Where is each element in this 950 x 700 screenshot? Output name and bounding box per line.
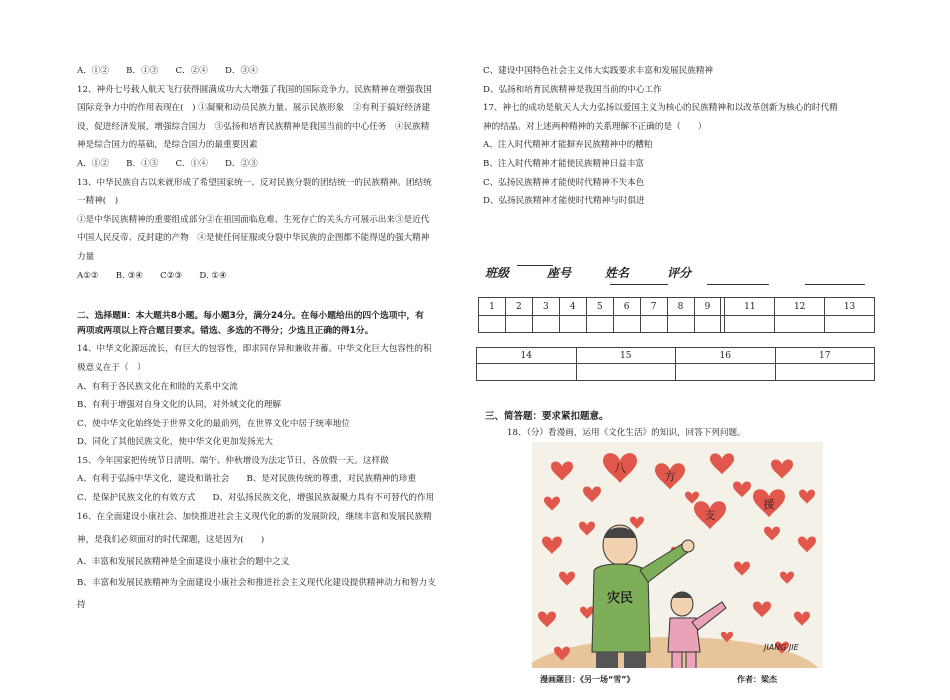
q17-option: B、注入时代精神才能使民族精神日益丰富 xyxy=(483,158,645,169)
answer-table-2 xyxy=(476,347,875,381)
student-info xyxy=(485,261,885,285)
q14-option: B、有利于增强对自身文化的认同，对外域文化的理解 xyxy=(77,400,281,411)
q17-option: C、弘扬民族精神才能使时代精神不失本色 xyxy=(483,177,645,188)
q13-stem: ①是中华民族精神的重要组成部分②在祖国面临危难、生死存亡的关头方可展示出来③是近代 xyxy=(77,214,430,225)
answer-header-cell: 8 xyxy=(667,298,694,316)
answer-header-cell: 15 xyxy=(576,348,676,364)
answer-header-cell: 13 xyxy=(825,298,875,316)
answer-header-cell: 16 xyxy=(676,348,776,364)
q16-stem: 16、在全面建设小康社会、加快推进社会主义现代化的新的发展阶段，继续丰富和发展民族精 xyxy=(77,511,432,522)
cartoon-author: 作者：梁杰 xyxy=(737,675,777,684)
cartoon-illustration xyxy=(532,442,823,687)
q14-stem: 14、中华文化源远流长，有巨大的包容性，即求同存异和兼收并蓄。中华文化巨大包容性的积 xyxy=(77,344,432,355)
svg-text:八: 八 xyxy=(613,461,627,475)
q12-stem: 12、神舟七号载人航天飞行获得圆满成功大大增强了我国的国际竞争力。民族精神在增强我国 xyxy=(77,84,432,95)
q16-option: B、丰富和发展民族精神为全面建设小康社会和推进社会主义现代化建设提供精神动力和智力支 xyxy=(77,578,436,589)
q13-options: A①② B. ③④ C②③ D. ①④ xyxy=(77,270,227,281)
score-blank[interactable] xyxy=(707,284,769,285)
q17-option: D、弘扬民族精神才能使时代精神与时俱进 xyxy=(483,196,645,207)
answer-header-cell: 14 xyxy=(477,348,577,364)
answer-cell[interactable] xyxy=(613,316,640,333)
answer-cell[interactable] xyxy=(477,364,577,381)
q13-stem: 13、中华民族自古以来就形成了希望国家统一、反对民族分裂的团结统一的民族精神。团结统 xyxy=(77,177,432,188)
q15-option: C、是保护民族文化的有效方式 D、对弘扬民族文化，增强民族凝聚力具有不可替代的作用 xyxy=(77,493,435,504)
answer-header-cell: 9 xyxy=(694,298,721,316)
answer-header-cell: 3 xyxy=(532,298,559,316)
answer-header-cell: 1 xyxy=(479,298,506,316)
q13-stem: 中国人民反帝、反封建的产物 ④是使任何征服或分裂中华民族的企图都不能得逞的强大精神 xyxy=(77,233,430,244)
q17-stem: 17、神七的成功是航天人大力弘扬以爱国主义为核心的民族精神和以改革创新为核心的时代精 xyxy=(483,103,838,114)
q15-option: A、有利于弘扬中华文化，建设和谐社会 B、是对民族传统的尊重，对民族精神的珍重 xyxy=(77,474,417,485)
answer-cell[interactable] xyxy=(576,364,676,381)
cartoon-title: 漫画题目：《另一场“雪”》 xyxy=(540,675,635,684)
section2-title: 两项或两项以上符合题目要求。错选、多选的不得分；少选且正确的得1分。 xyxy=(77,325,374,336)
answer-cell[interactable] xyxy=(775,364,875,381)
answer-cell[interactable] xyxy=(694,316,721,333)
q18-stem: 18、（分）看漫画，运用《文化生活》的知识，回答下列问题。 xyxy=(507,428,746,438)
q13-stem: 一精神( ) xyxy=(77,196,119,207)
q14-option: A、有利于各民族文化在和睦的关系中交流 xyxy=(77,381,238,392)
section3-title: 三、简答题：要求紧扣题意。 xyxy=(485,411,609,422)
q14-option: D、同化了其他民族文化，使中华文化更加发扬光大 xyxy=(77,437,273,448)
answer-cell[interactable] xyxy=(825,316,875,333)
answer-cell[interactable] xyxy=(479,316,506,333)
q16-stem: 神，是我们必须面对的时代课题，这是因为( ) xyxy=(77,535,265,546)
answer-cell[interactable] xyxy=(559,316,586,333)
q16-option: D、弘扬和培育民族精神是我国当前的中心工作 xyxy=(483,84,662,95)
svg-text:方: 方 xyxy=(664,470,676,483)
answer-header-cell: 4 xyxy=(559,298,586,316)
left-column xyxy=(77,62,469,615)
right-column xyxy=(483,62,875,211)
answer-header-cell: 11 xyxy=(725,298,775,316)
answer-cell[interactable] xyxy=(725,316,775,333)
svg-text:支: 支 xyxy=(704,509,716,522)
extra-blank[interactable] xyxy=(805,284,865,285)
svg-text:援: 援 xyxy=(763,498,775,511)
q16-option: C、建设中国特色社会主义伟大实践要求丰富和发展民族精神 xyxy=(483,66,714,76)
answer-header-cell: 2 xyxy=(505,298,532,316)
q17-stem: 神的结晶。对上述两种精神的关系理解不正确的是（ ） xyxy=(483,121,707,132)
artist-signature: JIANG JIE xyxy=(764,643,799,652)
answer-cell[interactable] xyxy=(505,316,532,333)
answer-cell[interactable] xyxy=(775,316,825,333)
q12-stem: 国际竞争力中的作用表现在( ) ①凝聚和动员民族力量、展示民族形象 ②有利于搞好经济建 xyxy=(77,103,431,114)
cartoon-image xyxy=(532,442,823,687)
q12-options: A．①② B．①③ C．①④ D．②③ xyxy=(77,158,258,169)
section2-title: 二、选择题Ⅱ：本大题共8小题。每小题3分，满分24分。在每小题给出的四个选项中，有 xyxy=(77,311,424,322)
name-blank[interactable] xyxy=(610,284,668,285)
score-label: 评分 xyxy=(667,266,692,280)
class-label: 班级 xyxy=(485,266,510,280)
answer-header-cell: 5 xyxy=(586,298,613,316)
answer-header-cell: 12 xyxy=(775,298,825,316)
answer-cell[interactable] xyxy=(667,316,694,333)
q16-option: 持 xyxy=(77,600,86,611)
answer-cell[interactable] xyxy=(640,316,667,333)
q12-stem: 神是综合国力的基础，是综合国力的最重要因素 xyxy=(77,140,258,151)
q13-stem: 力量 xyxy=(77,251,95,262)
q12-stem: 设，促进经济发展，增强综合国力 ③弘扬和培育民族精神是我国当前的中心任务 ④民族精 xyxy=(77,121,430,132)
answer-cell[interactable] xyxy=(676,364,776,381)
q14-option: C、使中华文化始终处于世界文化的最前列，在世界文化中居于统率地位 xyxy=(77,418,350,429)
answer-cell[interactable] xyxy=(532,316,559,333)
answer-header-cell: 7 xyxy=(640,298,667,316)
q14-stem: 极意义在于（ ） xyxy=(77,362,146,373)
name-label: 姓名 xyxy=(605,266,630,280)
q17-option: A、注入时代精神才能摒弃民族精神中的糟粕 xyxy=(483,140,653,151)
answer-table-1 xyxy=(478,297,875,333)
answer-header-cell: 6 xyxy=(613,298,640,316)
answer-header-cell: 17 xyxy=(775,348,875,364)
answer-cell[interactable] xyxy=(586,316,613,333)
victim-label: 灾民 xyxy=(606,591,634,606)
q11-options: A．①② B．①③ C．②④ D．③④ xyxy=(77,66,258,76)
seat-label: 座号 xyxy=(547,266,572,280)
q16-option: A、丰富和发展民族精神是全面建设小康社会的题中之义 xyxy=(77,556,290,567)
q15-stem: 15、今年国家把传统节日清明、端午、仲秋增设为法定节日，各放假一天。这样做 xyxy=(77,455,389,466)
